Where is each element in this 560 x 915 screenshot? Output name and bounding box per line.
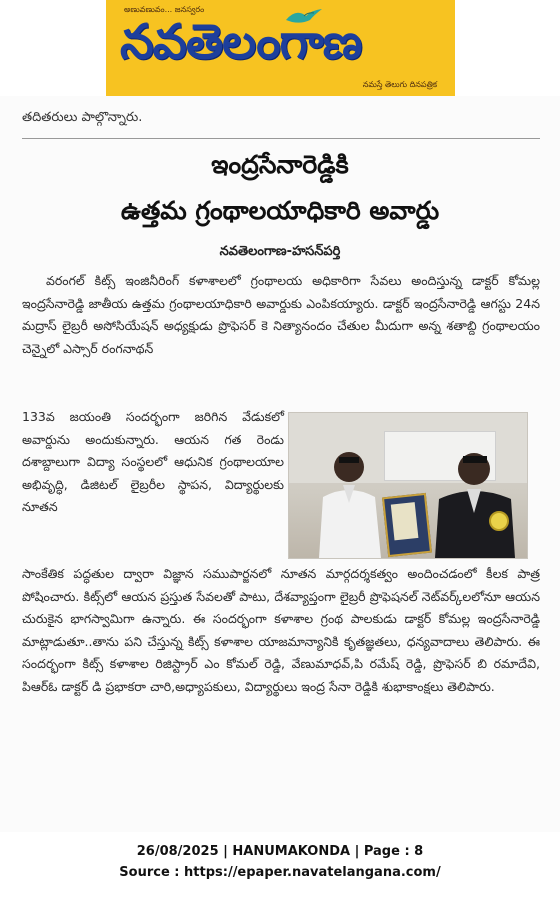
article-paragraph-2: 133వ జయంతి సందర్భంగా జరిగిన వేడుకలో అవార్డును అందుకున్నారు. ఆయన గత రెండు దశాబ్దాలుగా విద్యా సంస్థలలో ఆధునిక గ్రంథాలయాల అభివృద్ధి, డిజిటల్ లైబ్రరీల స్థాపన, విద్యార్థులకు నూతన: [22, 409, 284, 514]
divider: [22, 138, 540, 139]
masthead-tagline: అణువణువం... జనస్వరం: [124, 5, 205, 14]
source-link[interactable]: Source : https://epaper.navatelangana.com/: [119, 865, 441, 880]
dateline: నవతెలంగాణ-హసన్‌పర్తి: [219, 244, 341, 259]
article-paragraph-3: సాంకేతిక పద్ధతుల ద్వారా విజ్ఞాన సముపార్జనలో నూతన మార్గదర్శకత్వం అందించడంలో కీలక పాత్ర పోషించారు. కిట్స్‌లో ఆయన ప్రస్తుత సేవలతో పాటు, దేశవ్యాప్తంగా లైబ్రరీ ప్రొఫెషనల్ నెట్‌వర్క్‌లలోనూ ఆయన చురుకైన భాగస్వామిగా ఉన్నారు. ఈ సందర్భంగా కళాశాల గ్రంథ పాలకుడు డాక్టర్ కోమల్ల ఇంద్రసేనారెడ్డి మాట్లాడుతూ..తాను పని చేస్తున్న కిట్స్ కళాశాల యాజమాన్యానికి కృతజ్ఞతలు, ధన్యవాదాలు తెలిపారు. ఈ సందర్భంగా కిట్స్ కళాశాల రిజిస్ట్రార్ ఎం కోమల్ రెడ్డి, వేణుమాధవ్,పి రమేష్ రెడ్డి, ప్రొఫెసర్ బి రమాదేవి, పిఆర్ఓ డాక్టర్ డి ప్రభాకరా చారి,అధ్యాపకులు, విద్యార్థులు ఇంద్ర సేనా రెడ్డికి శుభాకాంక్షలు తెలిపారు.: [22, 566, 540, 694]
award-photo: [288, 412, 528, 559]
person-right: [429, 447, 519, 558]
masthead-title: నవతెలంగాణ: [120, 14, 362, 70]
person-left: [309, 445, 389, 558]
badge-icon: [489, 511, 509, 531]
award-plaque: [382, 493, 432, 557]
masthead-subtag: నమస్తే తెలుగు దినపత్రిక: [362, 80, 437, 89]
article-paragraph-1: వరంగల్ కిట్స్ ఇంజినీరింగ్ కళాశాలలో గ్రంథాలయ అధికారిగా సేవలు అందిస్తున్న డాక్టర్ కోమల్ల ఇంద్రసేనారెడ్డి జాతీయ ఉత్తమ గ్రంథాలయాధికారి అవార్డుకు ఎంపికయ్యారు. డాక్టర్ ఇంద్రసేనారెడ్డి ఆగస్టు 24న మద్రాస్ లైబ్రరీ అసోసియేషన్ అధ్యక్షుడు ప్రొఫెసర్ కె నిత్యానందం చేతుల మీదుగా అన్న శతాబ్ది గ్రంథాలయం చెన్నైలో ఎస్సార్ రంగనాథన్: [22, 273, 540, 356]
date-edition-page: 26/08/2025 | HANUMAKONDA | Page : 8: [136, 844, 424, 859]
headline-line-2: ఉత్తమ గ్రంథాలయాధికారి అవార్డు: [120, 196, 440, 225]
masthead-logo: [106, 0, 455, 96]
headline-line-1: ఇంద్రసేనారెడ్డికి: [211, 150, 349, 179]
previous-article-tail: తదితరులు పాల్గొన్నారు.: [22, 110, 143, 125]
news-clipping: [0, 96, 560, 832]
